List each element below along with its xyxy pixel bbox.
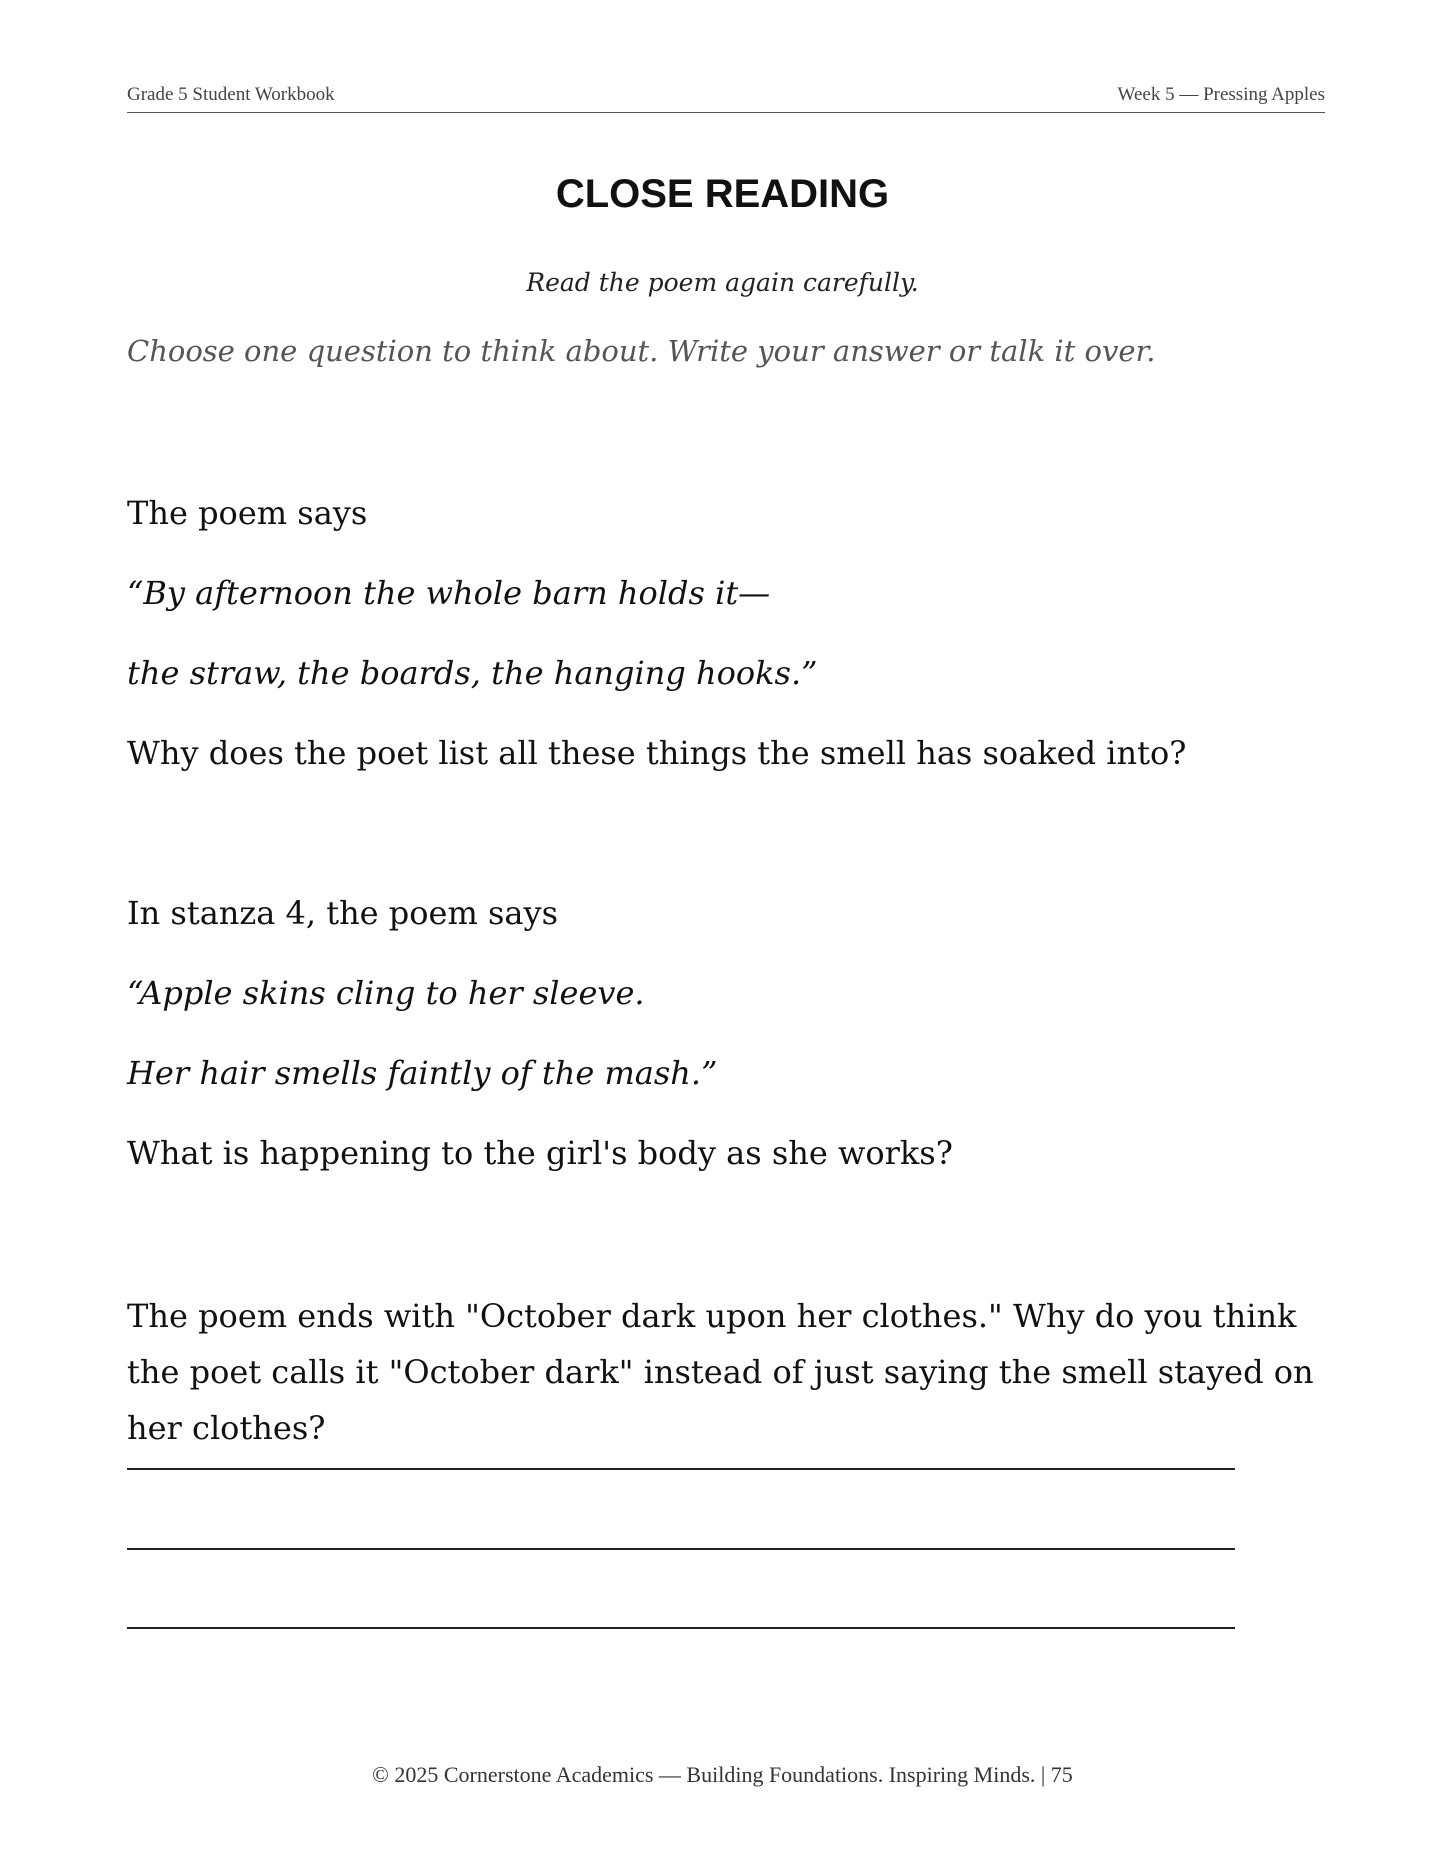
question-2-intro: In stanza 4, the poem says: [127, 894, 558, 932]
question-1-quote-line-2: the straw, the boards, the hanging hooks.”: [127, 654, 818, 692]
instruction-text: Choose one question to think about. Write your answer or talk it over.: [127, 334, 1156, 368]
page-title: CLOSE READING: [555, 172, 890, 216]
question-2-quote-line-2: Her hair smells faintly of the mash.”: [127, 1054, 718, 1092]
answer-line-2[interactable]: [127, 1548, 1235, 1550]
page-subtitle: Read the poem again carefully.: [526, 268, 919, 297]
answer-line-1[interactable]: [127, 1468, 1235, 1470]
question-2-prompt: What is happening to the girl's body as she works?: [127, 1134, 953, 1172]
question-1-quote-line-1: “By afternoon the whole barn holds it—: [127, 574, 771, 612]
page-header: [127, 84, 1325, 113]
question-1-intro: The poem says: [127, 494, 368, 532]
page-footer: © 2025 Cornerstone Academics — Building Foundations. Inspiring Minds. | 75: [372, 1762, 1073, 1787]
question-1-prompt: Why does the poet list all these things the smell has soaked into?: [127, 734, 1187, 772]
answer-line-3[interactable]: [127, 1627, 1235, 1629]
question-2-quote-line-1: “Apple skins cling to her sleeve.: [127, 974, 645, 1012]
week-title: Week 5 — Pressing Apples: [1117, 84, 1325, 105]
workbook-title: Grade 5 Student Workbook: [127, 84, 335, 105]
question-3-prompt: The poem ends with "October dark upon her clothes." Why do you think the poet calls it "October dark" instead of just saying the smell stayed on her clothes?: [127, 1297, 1314, 1447]
